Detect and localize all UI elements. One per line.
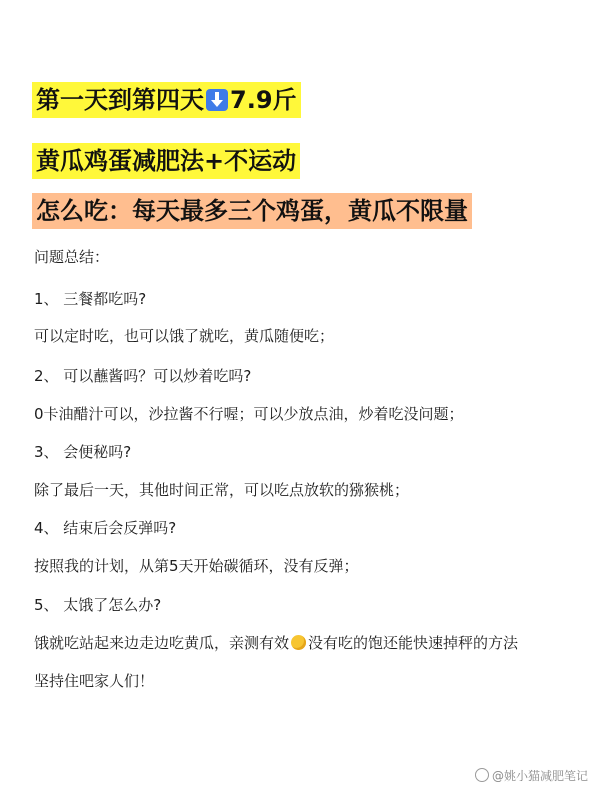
watermark (475, 767, 588, 784)
answer-1: 可以定时吃，也可以饿了就吃，黄瓜随便吃； (34, 327, 335, 345)
watermark-logo-icon (475, 768, 489, 782)
question-2: 2、 可以蘸酱吗？可以炒着吃吗? (34, 367, 252, 385)
headline-weight-loss (32, 82, 301, 118)
question-3: 3、 会便秘吗? (34, 443, 132, 461)
thumbs-up-emoji-icon (291, 635, 306, 650)
answer-4: 按照我的计划，从第5天开始碳循环，没有反弹； (34, 557, 359, 575)
answer-5 (34, 632, 518, 654)
answer-2: 0卡油醋汁可以，沙拉酱不行喔；可以少放点油，炒着吃没问题； (34, 405, 464, 423)
question-4: 4、 结束后会反弹吗? (34, 519, 177, 537)
summary-title: 问题总结： (34, 248, 110, 266)
question-5: 5、 太饿了怎么办? (34, 596, 162, 614)
answer-3: 除了最后一天，其他时间正常，可以吃点放软的猕猴桃； (34, 481, 410, 499)
watermark-text: @姚小猫减肥笔记 (491, 769, 588, 783)
question-1: 1、 三餐都吃吗? (34, 290, 147, 308)
headline-how-to-eat: 怎么吃：每天最多三个鸡蛋，黄瓜不限量 (32, 193, 472, 229)
down-arrow-icon (206, 89, 228, 111)
headline-suffix: 7.9斤 (230, 86, 297, 114)
headline-method: 黄瓜鸡蛋减肥法+不运动 (32, 143, 300, 179)
answer-5-suffix: 没有吃的饱还能快速掉秤的方法 (308, 634, 519, 652)
closing-line: 坚持住吧家人们！ (34, 672, 155, 690)
answer-5-prefix: 饿就吃站起来边走边吃黄瓜，亲测有效 (34, 634, 290, 652)
headline-prefix: 第一天到第四天 (36, 86, 204, 114)
